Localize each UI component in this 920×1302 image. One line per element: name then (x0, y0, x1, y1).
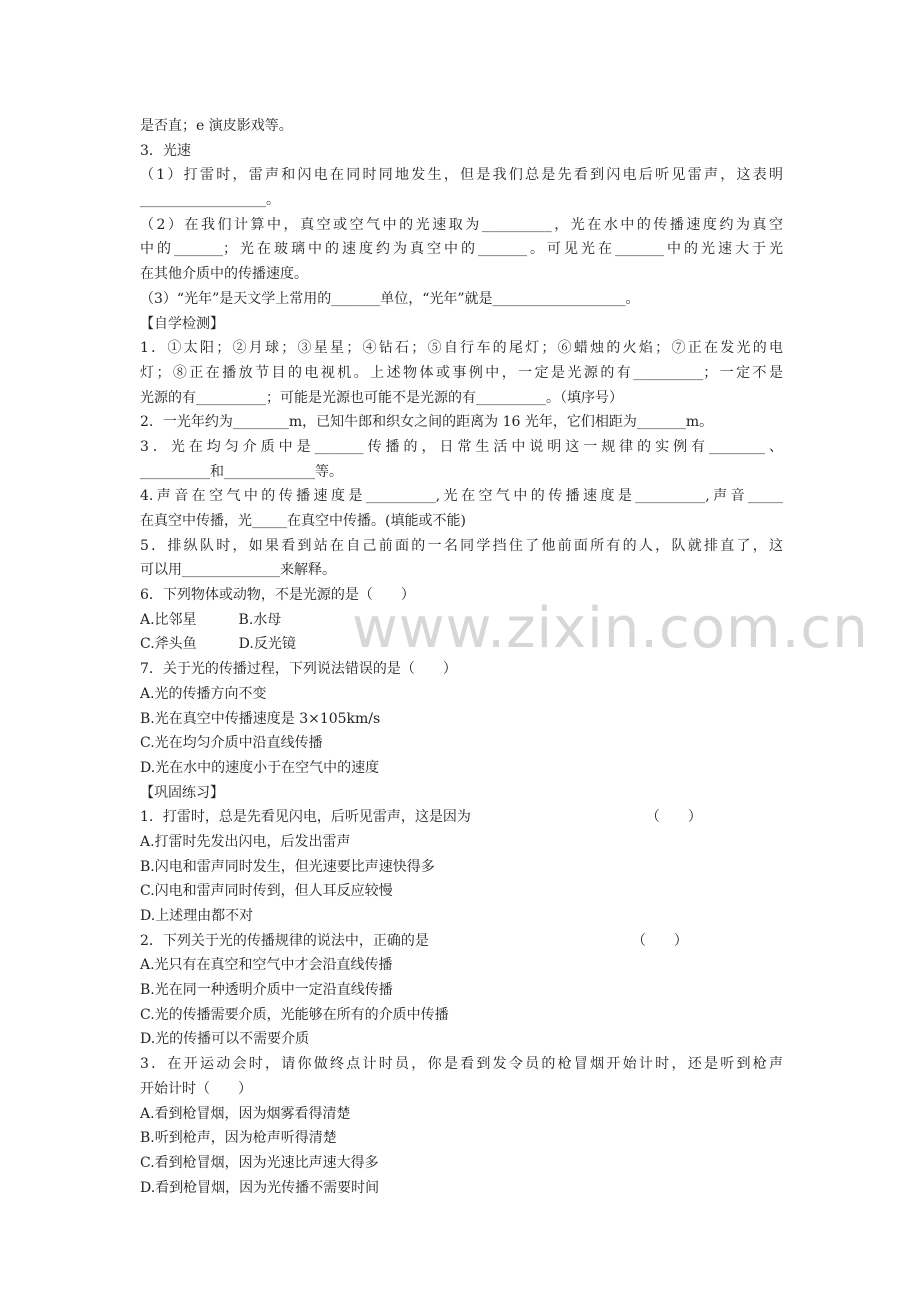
text-line: 2．一光年约为________m，已知牛郎和织女之间的距离为 16 光年，它们相距为_______m。 (140, 414, 714, 431)
text-line: （2）在我们计算中，真空或空气中的光速取为__________，光在水中的传播速度约为真空 (140, 216, 783, 233)
text-line: 灯；⑧正在播放节目的电视机。上述物体或事例中，一定是光源的有__________；一定不是 (140, 364, 783, 381)
text-line: B.听到枪声，因为枪声听得清楚 (140, 1130, 337, 1147)
text-line: __________________。 (140, 192, 280, 209)
text-line: 7．关于光的传播过程，下列说法错误的是（ ） (140, 661, 457, 678)
text-line: B.闪电和雷声同时发生，但光速要比声速快得多 (140, 858, 435, 875)
document-body (140, 114, 783, 1200)
text-line: 3．光速 (140, 142, 191, 159)
text-line: 在真空中传播，光_____在真空中传播。(填能或不能) (140, 513, 466, 529)
text-line: 开始计时（ ） (140, 1080, 252, 1097)
text-line: （1）打雷时，雷声和闪电在同时同地发生，但是我们总是先看到闪电后听见雷声，这表明 (140, 167, 783, 184)
text-line: C.看到枪冒烟，因为光速比声速大得多 (140, 1154, 379, 1171)
text-line: __________和_____________等。 (140, 463, 343, 480)
text-line: 2．下列关于光的传播规律的说法中，正确的是 （ ） (140, 932, 688, 949)
text-line: A.看到枪冒烟，因为烟雾看得清楚 (140, 1105, 351, 1122)
text-line: B.光在真空中传播速度是 3×105km/s (140, 710, 381, 727)
text-line: 6．下列物体或动物，不是光源的是（ ） (140, 587, 415, 604)
text-line: 【巩固练习】 (140, 784, 224, 801)
text-line: 1．打雷时，总是先看见闪电，后听见雷声，这是因为 （ ） (140, 809, 702, 826)
text-line: （3）“光年”是天文学上常用的_______单位，“光年”就是___________________。 (140, 290, 640, 307)
text-line: 3．光在均匀介质中是_______传播的，日常生活中说明这一规律的实例有________、 (140, 438, 783, 455)
text-line: A.打雷时先发出闪电，后发出雷声 (140, 833, 351, 850)
text-line: 是否直；e 演皮影戏等。 (140, 118, 293, 134)
text-line: C.斧头鱼 D.反光镜 (140, 636, 296, 653)
text-line: B.光在同一种透明介质中一定沿直线传播 (140, 982, 393, 999)
text-line: D.光在水中的速度小于在空气中的速度 (140, 759, 380, 776)
text-line: D.看到枪冒烟，因为光传播不需要时间 (140, 1179, 380, 1196)
text-line: 可以用______________来解释。 (140, 562, 336, 579)
text-line: 在其他介质中的传播速度。 (140, 266, 308, 283)
text-line: 4.声音在空气中的传播速度是__________,光在空气中的传播速度是__________,声音_____ (140, 488, 783, 505)
text-line: D.上述理由都不对 (140, 908, 254, 924)
text-line: A.光只有在真空和空气中才会沿直线传播 (140, 957, 393, 974)
watermark: www.zixin.com.cn (352, 596, 869, 661)
text-line: 3．在开运动会时，请你做终点计时员，你是看到发令员的枪冒烟开始计时，还是听到枪声 (140, 1056, 783, 1073)
text-line: D.光的传播可以不需要介质 (140, 1031, 310, 1048)
text-line: 中的_______；光在玻璃中的速度约为真空中的_______。可见光在_______中的光速大于光 (140, 241, 783, 258)
text-line: 【自学检测】 (140, 315, 224, 332)
text-line: 1．①太阳；②月球；③星星；④钻石；⑤自行车的尾灯；⑥蜡烛的火焰；⑦正在发光的电 (140, 340, 783, 357)
text-line: A.比邻星 B.水母 (140, 611, 282, 628)
text-line: 光源的有__________；可能是光源也可能不是光源的有__________。（填序号） (140, 389, 623, 406)
text-line: C.光在均匀介质中沿直线传播 (140, 735, 323, 752)
text-line: C.光的传播需要介质，光能够在所有的介质中传播 (140, 1006, 449, 1023)
text-line: C.闪电和雷声同时传到，但人耳反应较慢 (140, 883, 393, 900)
text-line: A.光的传播方向不变 (140, 685, 267, 702)
text-line: 5．排纵队时，如果看到站在自己前面的一名同学挡住了他前面所有的人，队就排直了，这 (140, 537, 783, 554)
